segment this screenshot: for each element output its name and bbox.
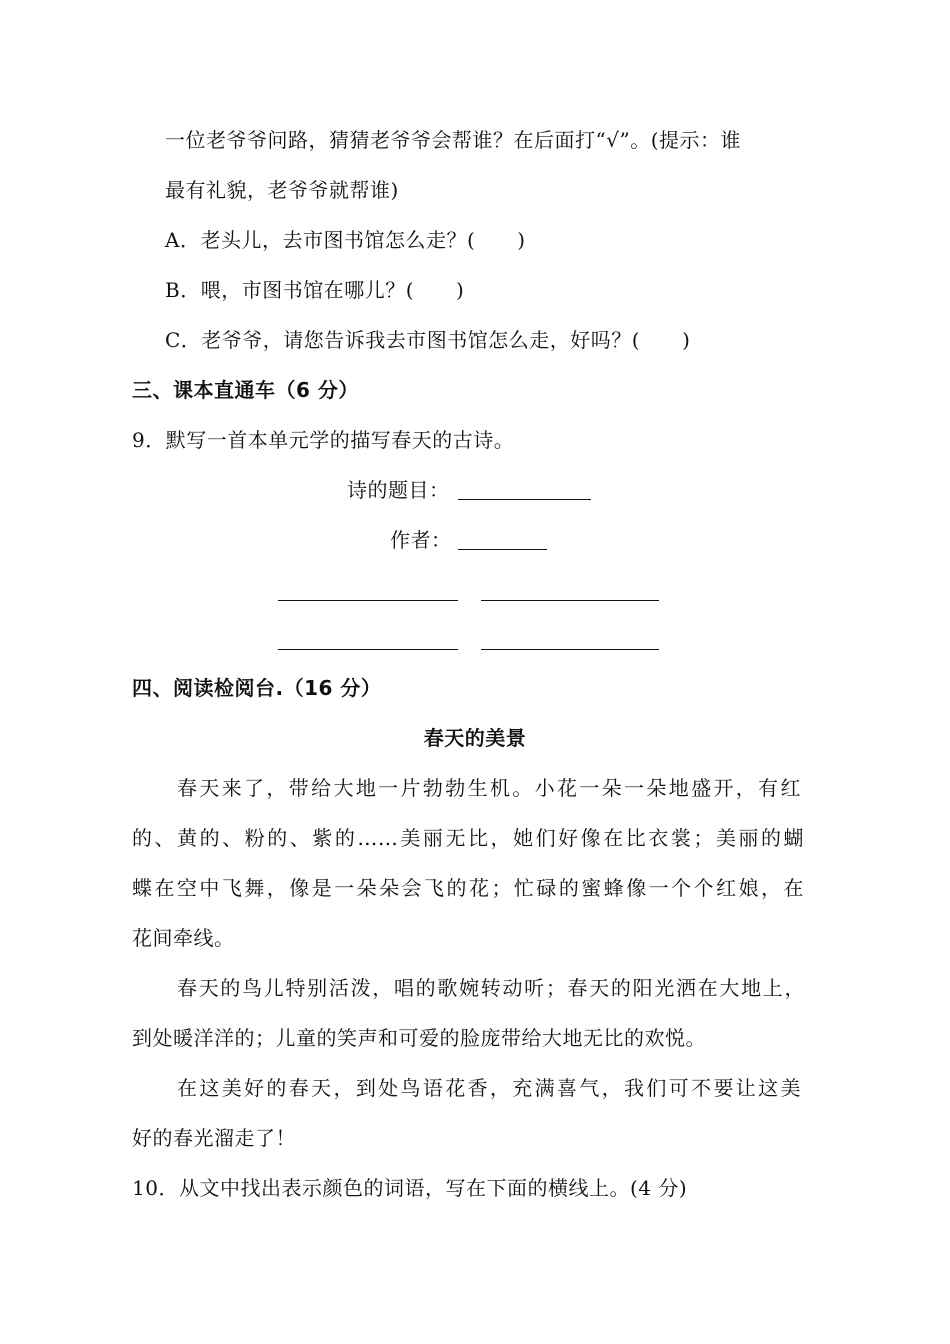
passage-title: 春天的美景 xyxy=(423,726,527,750)
poem-title-label: 诗的题目： xyxy=(347,478,450,502)
q8-option-c xyxy=(165,325,690,355)
poem-title-blank[interactable] xyxy=(458,499,591,500)
q8-option-b xyxy=(165,275,464,305)
paragraph-1-line-3: 蝶在空中飞舞，像是一朵朵会飞的花；忙碌的蜜蜂像一个个红娘，在 xyxy=(132,876,804,900)
q9-prompt: 9．默写一首本单元学的描写春天的古诗。 xyxy=(132,428,515,452)
q8-prompt-line-1: 一位老爷爷问路，猜猜老爷爷会帮谁？在后面打“√”。(提示：谁 xyxy=(165,128,741,152)
q8-prompt-line-2: 最有礼貌，老爷爷就帮谁) xyxy=(165,178,399,202)
paragraph-1-line-2: 的、黄的、粉的、紫的……美丽无比，她们好像在比衣裳；美丽的蝴 xyxy=(132,826,804,850)
q8-option-a-text: A．老头儿，去市图书馆怎么走？( xyxy=(165,228,476,252)
author-label: 作者： xyxy=(390,528,452,552)
poem-line-blank-3[interactable] xyxy=(278,649,458,650)
poem-line-blank-4[interactable] xyxy=(481,649,659,650)
q8-option-c-text: C．老爷爷，请您告诉我去市图书馆怎么走，好吗？( xyxy=(165,328,641,352)
poem-line-blank-2[interactable] xyxy=(481,600,659,601)
q8-option-a xyxy=(165,225,526,255)
poem-line-blank-1[interactable] xyxy=(278,600,458,601)
author-blank[interactable] xyxy=(458,549,547,550)
q10-prompt: 10．从文中找出表示颜色的词语，写在下面的横线上。(4 分) xyxy=(132,1176,688,1200)
paragraph-1-line-1: 春天来了，带给大地一片勃勃生机。小花一朵一朵地盛开，有红 xyxy=(177,776,801,800)
section-3-heading: 三、课本直通车（6 分） xyxy=(132,378,359,402)
section-4-heading: 四、阅读检阅台.（16 分） xyxy=(132,676,382,700)
paragraph-3-line-1: 在这美好的春天，到处鸟语花香，充满喜气，我们可不要让这美 xyxy=(177,1076,801,1100)
paragraph-3-line-2: 好的春光溜走了！ xyxy=(132,1126,296,1150)
paragraph-2-line-2: 到处暖洋洋的；儿童的笑声和可爱的脸庞带给大地无比的欢悦。 xyxy=(132,1026,706,1050)
q8-option-b-close: ) xyxy=(456,278,465,302)
q8-option-a-close: ) xyxy=(517,228,526,252)
paragraph-2-line-1: 春天的鸟儿特别活泼，唱的歌婉转动听；春天的阳光洒在大地上， xyxy=(177,976,805,1000)
q8-option-c-close: ) xyxy=(682,328,691,352)
paragraph-1-line-4: 花间牵线。 xyxy=(132,926,235,950)
q8-option-b-text: B．喂，市图书馆在哪儿？( xyxy=(165,278,414,302)
